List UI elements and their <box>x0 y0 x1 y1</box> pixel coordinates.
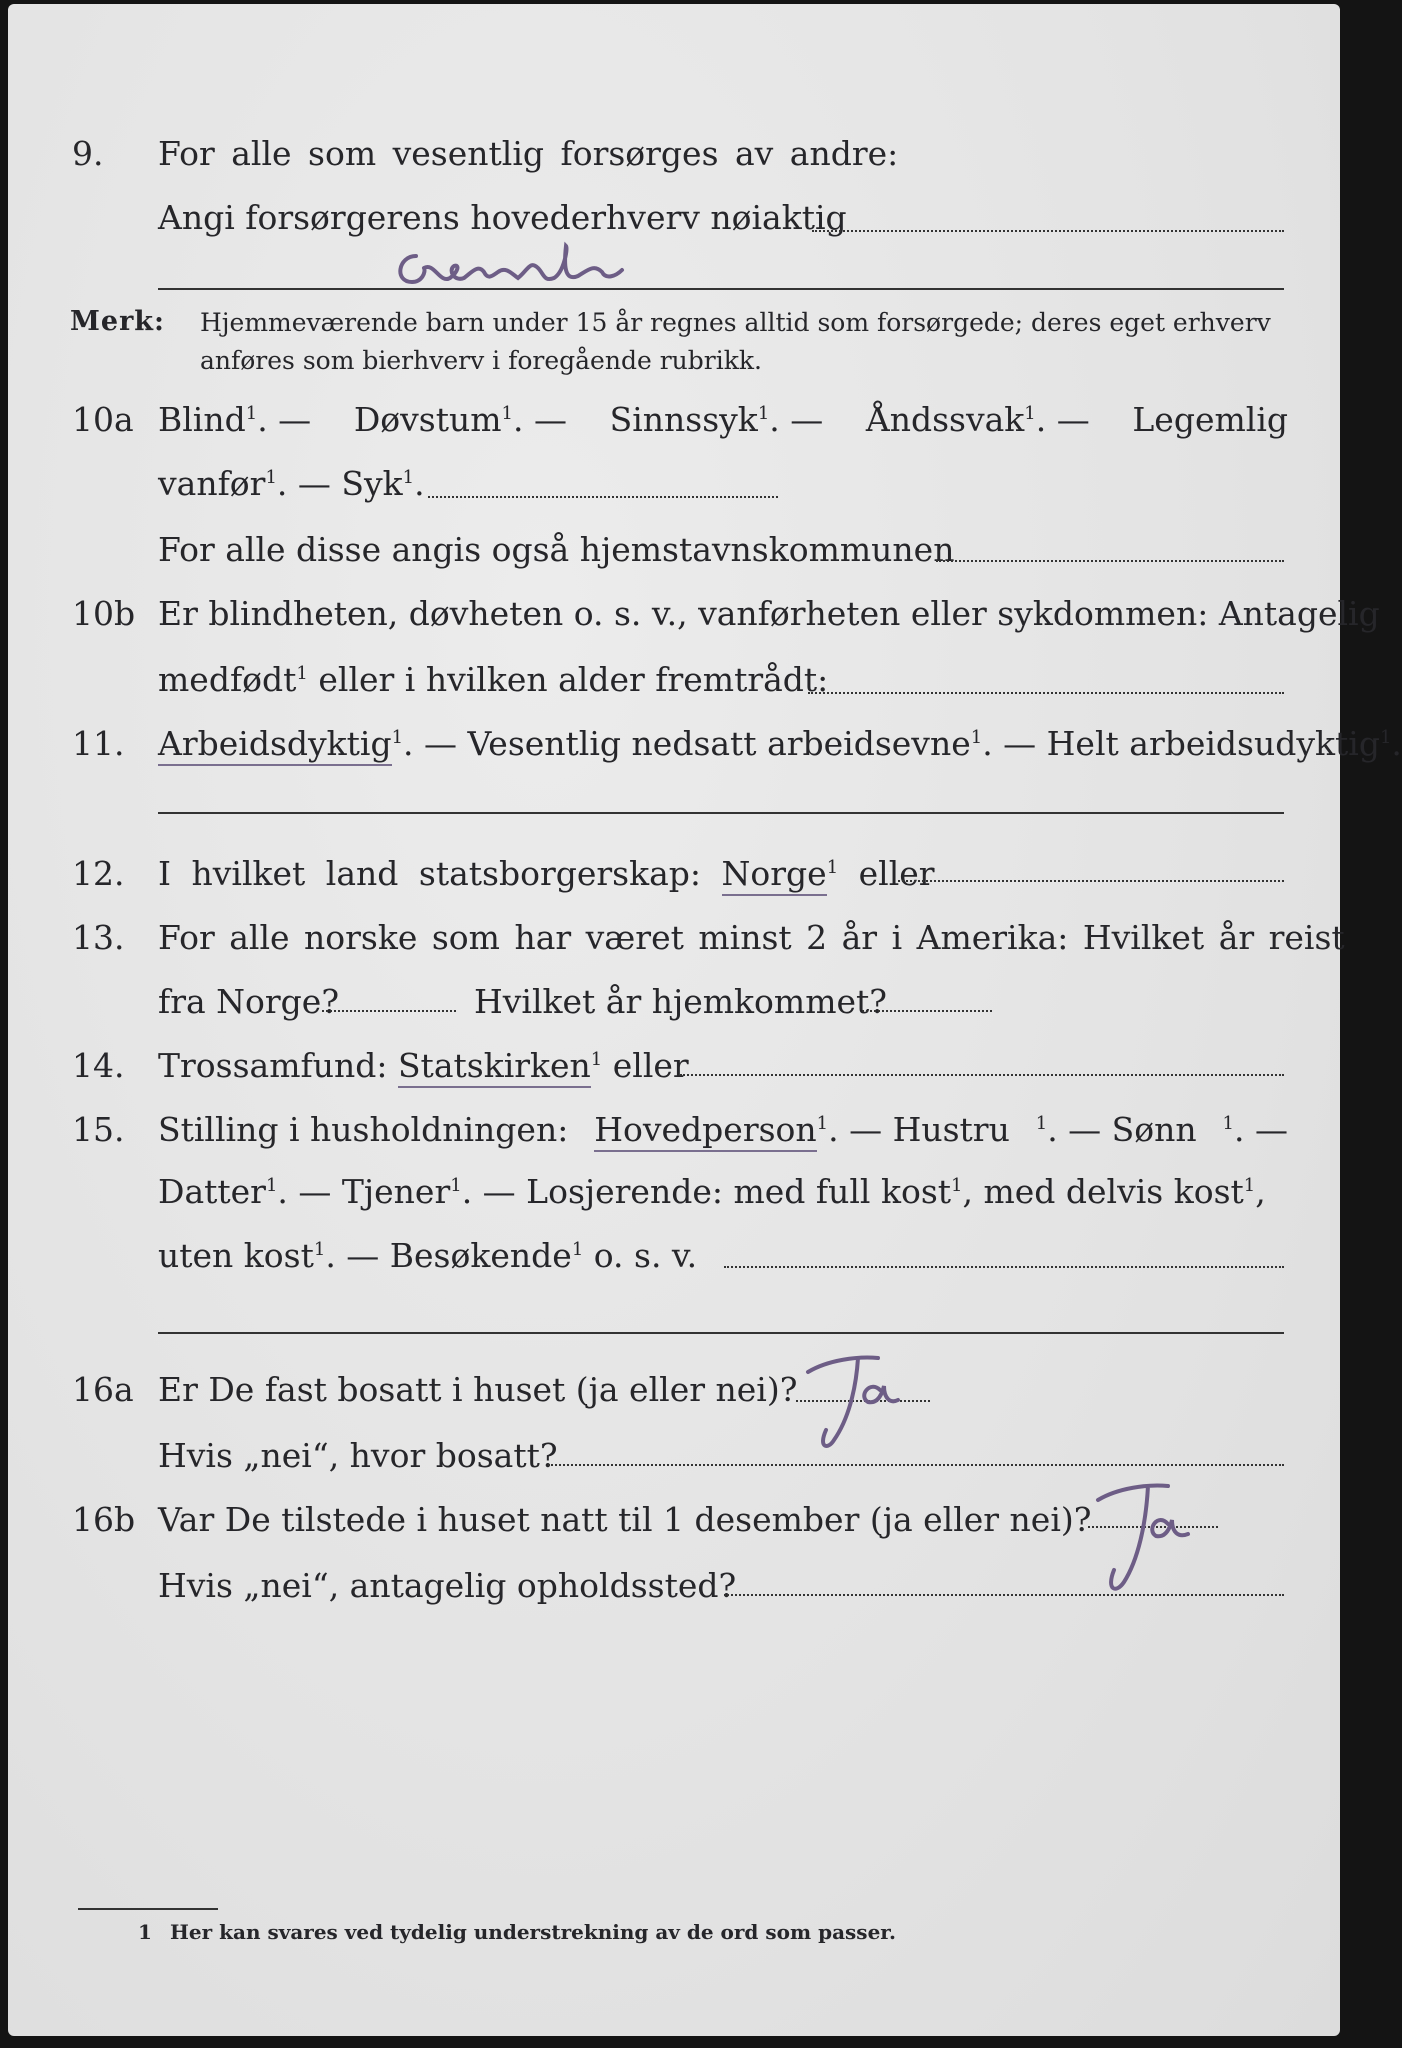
q11-answer-rule[interactable] <box>158 812 1284 814</box>
q9-handwritten-answer <box>388 242 708 292</box>
q10a-vanfor-syk[interactable]: vanfør$^1$. — Syk$^1$. <box>158 464 425 503</box>
q12-text: I hvilket land statsborgerskap: Norge$^1$ eller <box>158 854 935 894</box>
q13-hjemkommet-answer-line[interactable] <box>862 1010 992 1012</box>
q15-option-hustru[interactable]: $^1$. — Sønn <box>1035 1110 1197 1149</box>
q10b-text: Er blindheten, døvheten o. s. v., vanførheten eller sykdommen: Antagelig <box>158 594 1380 633</box>
q16b-prompt: Hvis „nei“, antagelig opholdssted? <box>158 1566 737 1605</box>
q12-option-norge-selected[interactable]: Norge <box>722 854 827 896</box>
q10a-hjemstavn-answer-line[interactable] <box>936 560 1284 562</box>
footnote-mark: 1 <box>138 1920 152 1944</box>
q9-text: For alle som vesentlig forsørges av andre: <box>158 134 899 173</box>
q12-answer-line[interactable] <box>898 880 1284 882</box>
q13-number: 13. <box>72 918 125 957</box>
q13-reist-prompt: fra Norge? <box>158 982 340 1021</box>
q15-answer-line[interactable] <box>724 1266 1284 1268</box>
q12-number: 12. <box>72 854 125 893</box>
q13-text: For alle norske som har været minst 2 år i Amerika: Hvilket år reist <box>158 918 1345 957</box>
q15-options-line3[interactable]: uten kost$^1$. — Besøkende$^1$ o. s. v. <box>158 1236 698 1275</box>
q15-option-sonn[interactable]: $^1$. — <box>1222 1110 1288 1149</box>
q11-option-arbeidsdyktig-selected[interactable]: Arbeidsdyktig <box>158 724 392 766</box>
q9-prompt: Angi forsørgerens hovederhverv nøiaktig <box>158 198 847 237</box>
q13-hjemkommet-prompt: Hvilket år hjemkommet? <box>474 982 887 1021</box>
q10a-option-andssvak[interactable]: Åndssvak$^1$. — <box>865 400 1090 439</box>
footnote-rule <box>78 1908 218 1910</box>
q15-answer-rule[interactable] <box>158 1332 1284 1334</box>
q16a-prompt: Hvis „nei“, hvor bosatt? <box>158 1436 558 1475</box>
q15-option-datter-tjener[interactable]: Datter$^1$. — Tjener$^1$. — Losjerende: med full kost$^1$, med delvis kost$^1$, <box>158 1172 1266 1211</box>
q10a-hjemstavn-prompt: For alle disse angis også hjemstavnskommunen <box>158 530 955 569</box>
q9-answer-rule[interactable] <box>158 288 1284 290</box>
q10b-number: 10b <box>72 594 136 633</box>
merk-line2: anføres som bierhverv i foregående rubrikk. <box>200 346 762 375</box>
q16a-text: Er De fast bosatt i huset (ja eller nei)? <box>158 1370 798 1409</box>
merk-line1: Hjemmeværende barn under 15 år regnes alltid som forsørgede; deres eget erhverv <box>200 308 1271 337</box>
footnote-text: Her kan svares ved tydelig understrekning av de ord som passer. <box>170 1920 896 1944</box>
q9-number: 9. <box>72 134 104 173</box>
q16b-handwritten-answer <box>1068 1478 1228 1608</box>
q14-number: 14. <box>72 1046 125 1085</box>
q11-option-nedsatt[interactable]: . — Vesentlig nedsatt arbeidsevne <box>403 724 971 763</box>
q10a-options <box>158 400 1288 440</box>
q11-options: Arbeidsdyktig$^1$. — Vesentlig nedsatt arbeidsevne$^1$. — Helt arbeidsudyktig$^1$. <box>158 724 1402 764</box>
q10b-prompt: medfødt$^1$ eller i hvilken alder fremtrådt: <box>158 660 829 699</box>
q10a-option-dovstum[interactable]: Døvstum$^1$. — <box>353 400 567 439</box>
q15-options-line2 <box>158 1172 1288 1212</box>
q15-number: 15. <box>72 1110 125 1149</box>
q16a-handwritten-answer <box>798 1350 938 1460</box>
q10a-option-blind[interactable]: Blind$^1$. — <box>158 400 312 439</box>
q10a-option-sinnssyk[interactable]: Sinnssyk$^1$. — <box>609 400 824 439</box>
q16b-text: Var De tilstede i huset natt til 1 desember (ja eller nei)? <box>158 1500 1092 1539</box>
q16a-number: 16a <box>72 1370 134 1409</box>
q15-option-hovedperson-selected[interactable]: Hovedperson$^1$. — Hustru <box>594 1110 1010 1150</box>
q15-options-line1: Stilling i husholdningen: Hovedperson$^1$. — Hustru $^1$. — Sønn $^1$. — <box>158 1110 1288 1150</box>
q10a-option-legemlig[interactable]: Legemlig <box>1132 400 1288 439</box>
footnote <box>138 1920 896 1944</box>
q11-option-udyktig[interactable]: . — Helt arbeidsudyktig <box>982 724 1380 763</box>
q10a-syk-answer-line[interactable] <box>428 496 778 498</box>
q10a-number: 10a <box>72 400 134 439</box>
merk-label: Merk: <box>70 306 165 337</box>
q14-option-statskirken-selected[interactable]: Statskirken <box>398 1046 591 1088</box>
q9-answer-line[interactable] <box>812 230 1284 232</box>
q11-number: 11. <box>72 724 125 763</box>
q10b-answer-line[interactable] <box>808 692 1284 694</box>
q13-reist-answer-line[interactable] <box>322 1010 456 1012</box>
q16a-bosatt-answer-line[interactable] <box>548 1464 1284 1466</box>
q14-text: Trossamfund: Statskirken$^1$ eller <box>158 1046 689 1086</box>
census-form-page <box>8 4 1402 2036</box>
q16b-number: 16b <box>72 1500 136 1539</box>
q14-answer-line[interactable] <box>680 1074 1284 1076</box>
